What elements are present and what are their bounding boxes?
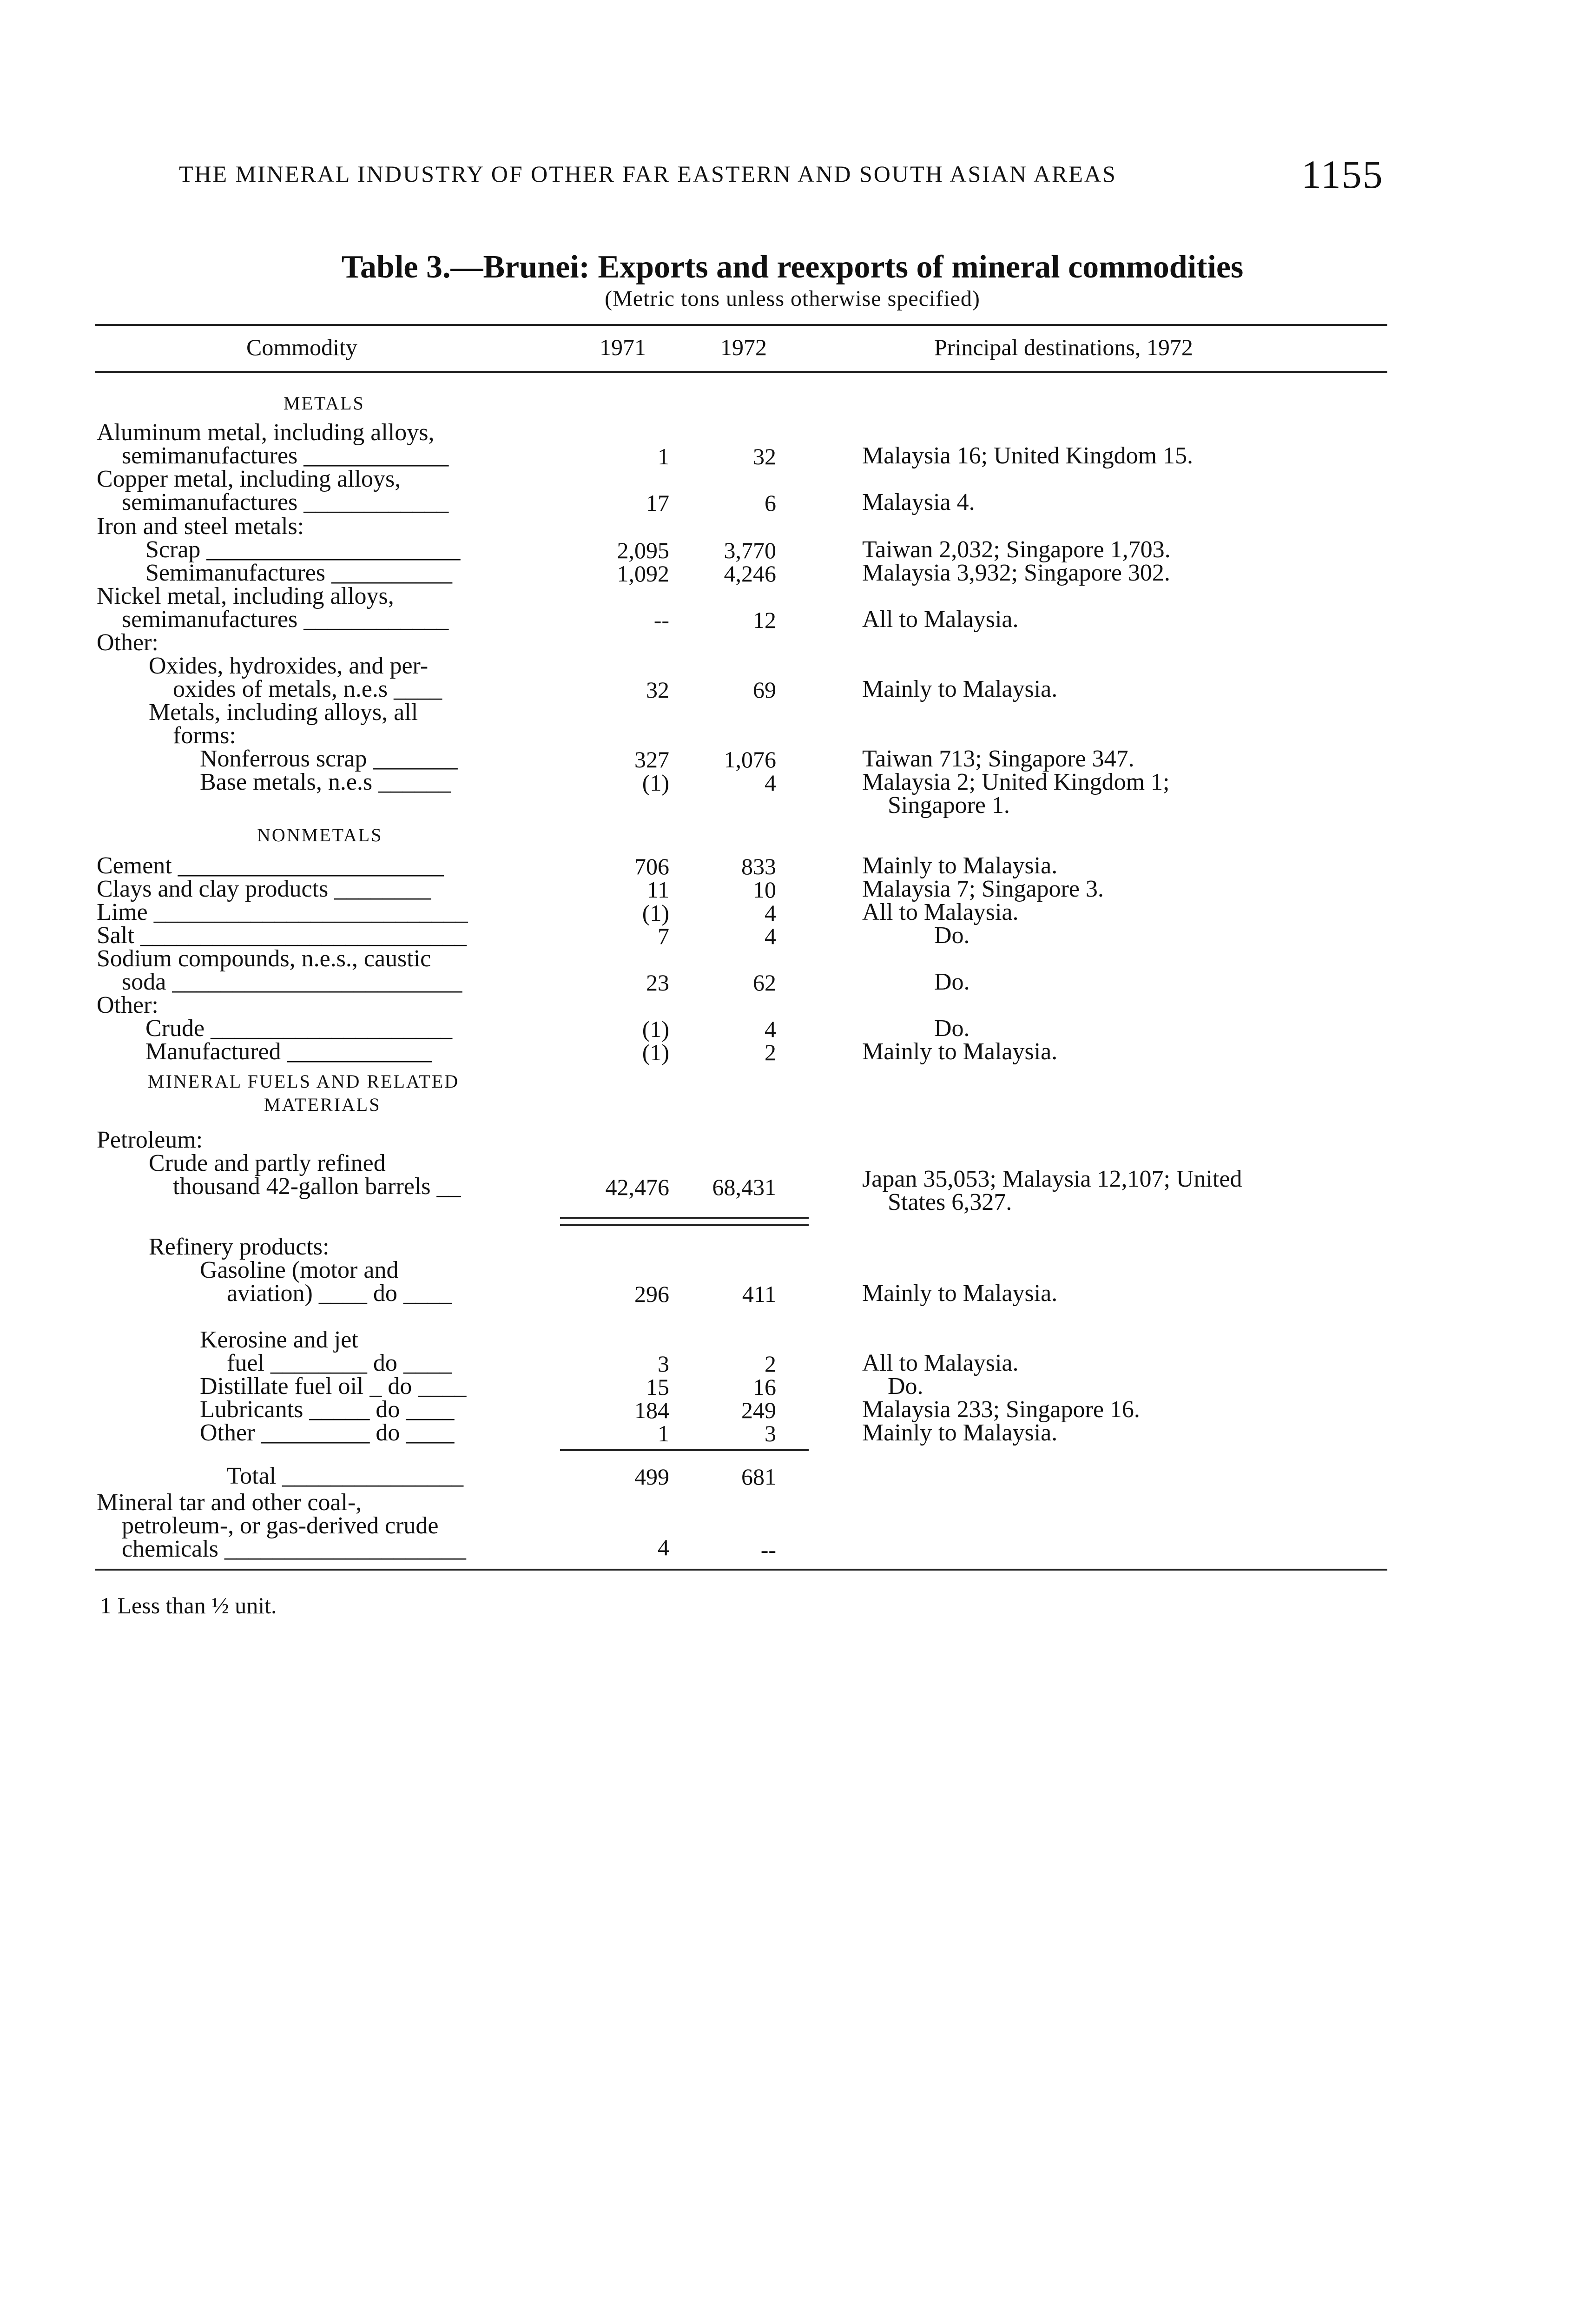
row-label: Other:	[97, 992, 158, 1018]
value-1972: 4	[765, 770, 776, 796]
row-label: Clays and clay products ________	[97, 876, 431, 902]
row-label: Crude and partly refined	[149, 1150, 386, 1176]
value-1971: (1)	[642, 900, 669, 926]
destination: Singapore 1.	[888, 792, 1010, 819]
value-1971: 7	[658, 923, 669, 949]
row-label: Scrap _____________________	[145, 536, 461, 563]
row-label: Copper metal, including alloys,	[97, 466, 401, 492]
value-1972: 681	[741, 1464, 776, 1490]
row-label: oxides of metals, n.e.s ____	[173, 676, 442, 702]
destination: All to Malaysia.	[862, 899, 1019, 925]
row-label: chemicals ____________________	[122, 1536, 466, 1562]
destination: Mainly to Malaysia.	[862, 1038, 1058, 1065]
value-1972: 4,246	[724, 561, 776, 587]
table-subtitle: (Metric tons unless otherwise specified)	[605, 286, 980, 311]
value-1972: 411	[742, 1281, 776, 1307]
value-1972: 62	[753, 970, 776, 996]
destination: Taiwan 713; Singapore 347.	[862, 746, 1134, 772]
destination: Mainly to Malaysia.	[862, 1419, 1058, 1446]
row-label: Lubricants _____ do ____	[200, 1396, 455, 1423]
destination: Malaysia 7; Singapore 3.	[862, 876, 1104, 902]
value-1971: 3	[658, 1351, 669, 1377]
section-heading-fuels: MINERAL FUELS AND RELATED	[148, 1071, 460, 1092]
value-1972: 6	[765, 490, 776, 516]
row-label: Lime __________________________	[97, 899, 468, 925]
destination: Do.	[888, 1373, 923, 1400]
row-label: petroleum-, or gas-derived crude	[122, 1512, 439, 1539]
row-label: semimanufactures ____________	[122, 442, 449, 469]
row-label: Petroleum:	[97, 1127, 203, 1153]
row-label: Nonferrous scrap _______	[200, 746, 458, 772]
row-label: Cement ______________________	[97, 852, 444, 879]
value-1972: 68,431	[712, 1174, 776, 1200]
value-1972: 12	[753, 607, 776, 633]
value-1971: 11	[646, 877, 669, 903]
value-1971: 296	[634, 1281, 669, 1307]
destination: Do.	[934, 922, 970, 949]
table-bottom-rule	[95, 1569, 1387, 1571]
destination: All to Malaysia.	[862, 1350, 1019, 1376]
value-1971: 499	[634, 1464, 669, 1490]
double-rule-top	[560, 1217, 809, 1219]
section-heading-fuels: MATERIALS	[264, 1094, 381, 1115]
row-label: Mineral tar and other coal-,	[97, 1489, 362, 1516]
value-1972: 4	[765, 900, 776, 926]
value-1971: 327	[634, 746, 669, 772]
row-label: Crude ____________________	[145, 1015, 453, 1042]
value-1971: 32	[646, 677, 669, 703]
row-label: Nickel metal, including alloys,	[97, 583, 394, 609]
row-label: Base metals, n.e.s ______	[200, 769, 451, 795]
value-1971: --	[653, 607, 669, 633]
destination: Malaysia 2; United Kingdom 1;	[862, 769, 1170, 795]
row-label: fuel ________ do ____	[227, 1350, 452, 1376]
row-label: Aluminum metal, including alloys,	[97, 419, 435, 446]
value-1972: 2	[765, 1351, 776, 1377]
double-rule-bottom	[560, 1224, 809, 1226]
destination: Malaysia 4.	[862, 489, 975, 515]
value-1972: 4	[765, 923, 776, 949]
row-label: forms:	[173, 722, 236, 749]
destination: Do.	[934, 1015, 970, 1042]
row-label: Manufactured ____________	[145, 1038, 432, 1065]
running-head: THE MINERAL INDUSTRY OF OTHER FAR EASTERN AND SOUTH ASIAN AREAS	[179, 161, 1117, 187]
destination: Taiwan 2,032; Singapore 1,703.	[862, 536, 1171, 563]
value-1971: 23	[646, 970, 669, 996]
column-header-1972: 1972	[720, 334, 767, 360]
row-label: Kerosine and jet	[200, 1327, 358, 1353]
row-label: aviation) ____ do ____	[227, 1280, 452, 1307]
table-title: Table 3.—Brunei: Exports and reexports of mineral commodities	[341, 249, 1244, 285]
row-label: semimanufactures ____________	[122, 606, 449, 633]
value-1972: 249	[741, 1397, 776, 1423]
row-label: Semimanufactures __________	[145, 560, 452, 586]
value-1971: 2,095	[617, 537, 669, 563]
row-label: Refinery products:	[149, 1234, 330, 1260]
column-header-destinations: Principal destinations, 1972	[934, 334, 1193, 360]
row-label: Iron and steel metals:	[97, 513, 304, 540]
row-label: Metals, including alloys, all	[149, 699, 418, 726]
destination: States 6,327.	[888, 1189, 1012, 1215]
row-label: Other:	[97, 629, 158, 656]
value-1971: 1,092	[617, 561, 669, 587]
destination: Japan 35,053; Malaysia 12,107; United	[862, 1166, 1242, 1192]
section-heading-nonmetals: NONMETALS	[257, 825, 383, 845]
footnote: 1 Less than ½ unit.	[100, 1592, 277, 1618]
value-1972: --	[760, 1537, 776, 1563]
value-1971: 1	[658, 443, 669, 469]
value-1972: 3,770	[724, 537, 776, 563]
destination: Mainly to Malaysia.	[862, 676, 1058, 702]
row-label: thousand 42-gallon barrels __	[173, 1173, 461, 1200]
destination: Malaysia 3,932; Singapore 302.	[862, 560, 1170, 586]
row-label: Sodium compounds, n.e.s., caustic	[97, 945, 431, 972]
destination: Do.	[934, 969, 970, 995]
value-1972: 2	[765, 1039, 776, 1065]
destination: Malaysia 16; United Kingdom 15.	[862, 442, 1194, 469]
value-1971: 1	[658, 1420, 669, 1446]
row-label: Distillate fuel oil _ do ____	[200, 1373, 467, 1400]
total-rule	[560, 1449, 809, 1451]
destination: All to Malaysia.	[862, 606, 1019, 633]
value-1971: (1)	[642, 1039, 669, 1065]
destination: Mainly to Malaysia.	[862, 1280, 1058, 1307]
row-label: semimanufactures ____________	[122, 489, 449, 515]
value-1971: 184	[634, 1397, 669, 1423]
column-header-1971: 1971	[600, 334, 646, 360]
row-label: Gasoline (motor and	[200, 1257, 399, 1283]
value-1972: 32	[753, 443, 776, 469]
value-1972: 3	[765, 1420, 776, 1446]
destination: Malaysia 233; Singapore 16.	[862, 1396, 1140, 1423]
value-1971: 706	[634, 853, 669, 879]
row-label: Salt ___________________________	[97, 922, 467, 949]
value-1972: 10	[753, 877, 776, 903]
page-number: 1155	[1301, 152, 1384, 197]
value-1971: 42,476	[605, 1174, 669, 1200]
value-1972: 833	[741, 853, 776, 879]
row-label: soda ________________________	[122, 969, 462, 995]
row-label: Oxides, hydroxides, and per-	[149, 653, 429, 679]
value-1971: 4	[658, 1534, 669, 1560]
value-1972: 1,076	[724, 746, 776, 772]
value-1971: 17	[646, 490, 669, 516]
value-1972: 4	[765, 1016, 776, 1042]
value-1972: 69	[753, 677, 776, 703]
value-1972: 16	[753, 1374, 776, 1400]
destination: Mainly to Malaysia.	[862, 852, 1058, 879]
row-label-total: Total _______________	[227, 1463, 464, 1489]
header-bottom-rule	[95, 371, 1387, 373]
column-header-commodity: Commodity	[246, 334, 357, 360]
row-label: Other _________ do ____	[200, 1419, 455, 1446]
value-1971: (1)	[642, 770, 669, 796]
value-1971: 15	[646, 1374, 669, 1400]
section-heading-metals: METALS	[284, 393, 365, 414]
value-1971: (1)	[642, 1016, 669, 1042]
table-top-rule	[95, 324, 1387, 326]
